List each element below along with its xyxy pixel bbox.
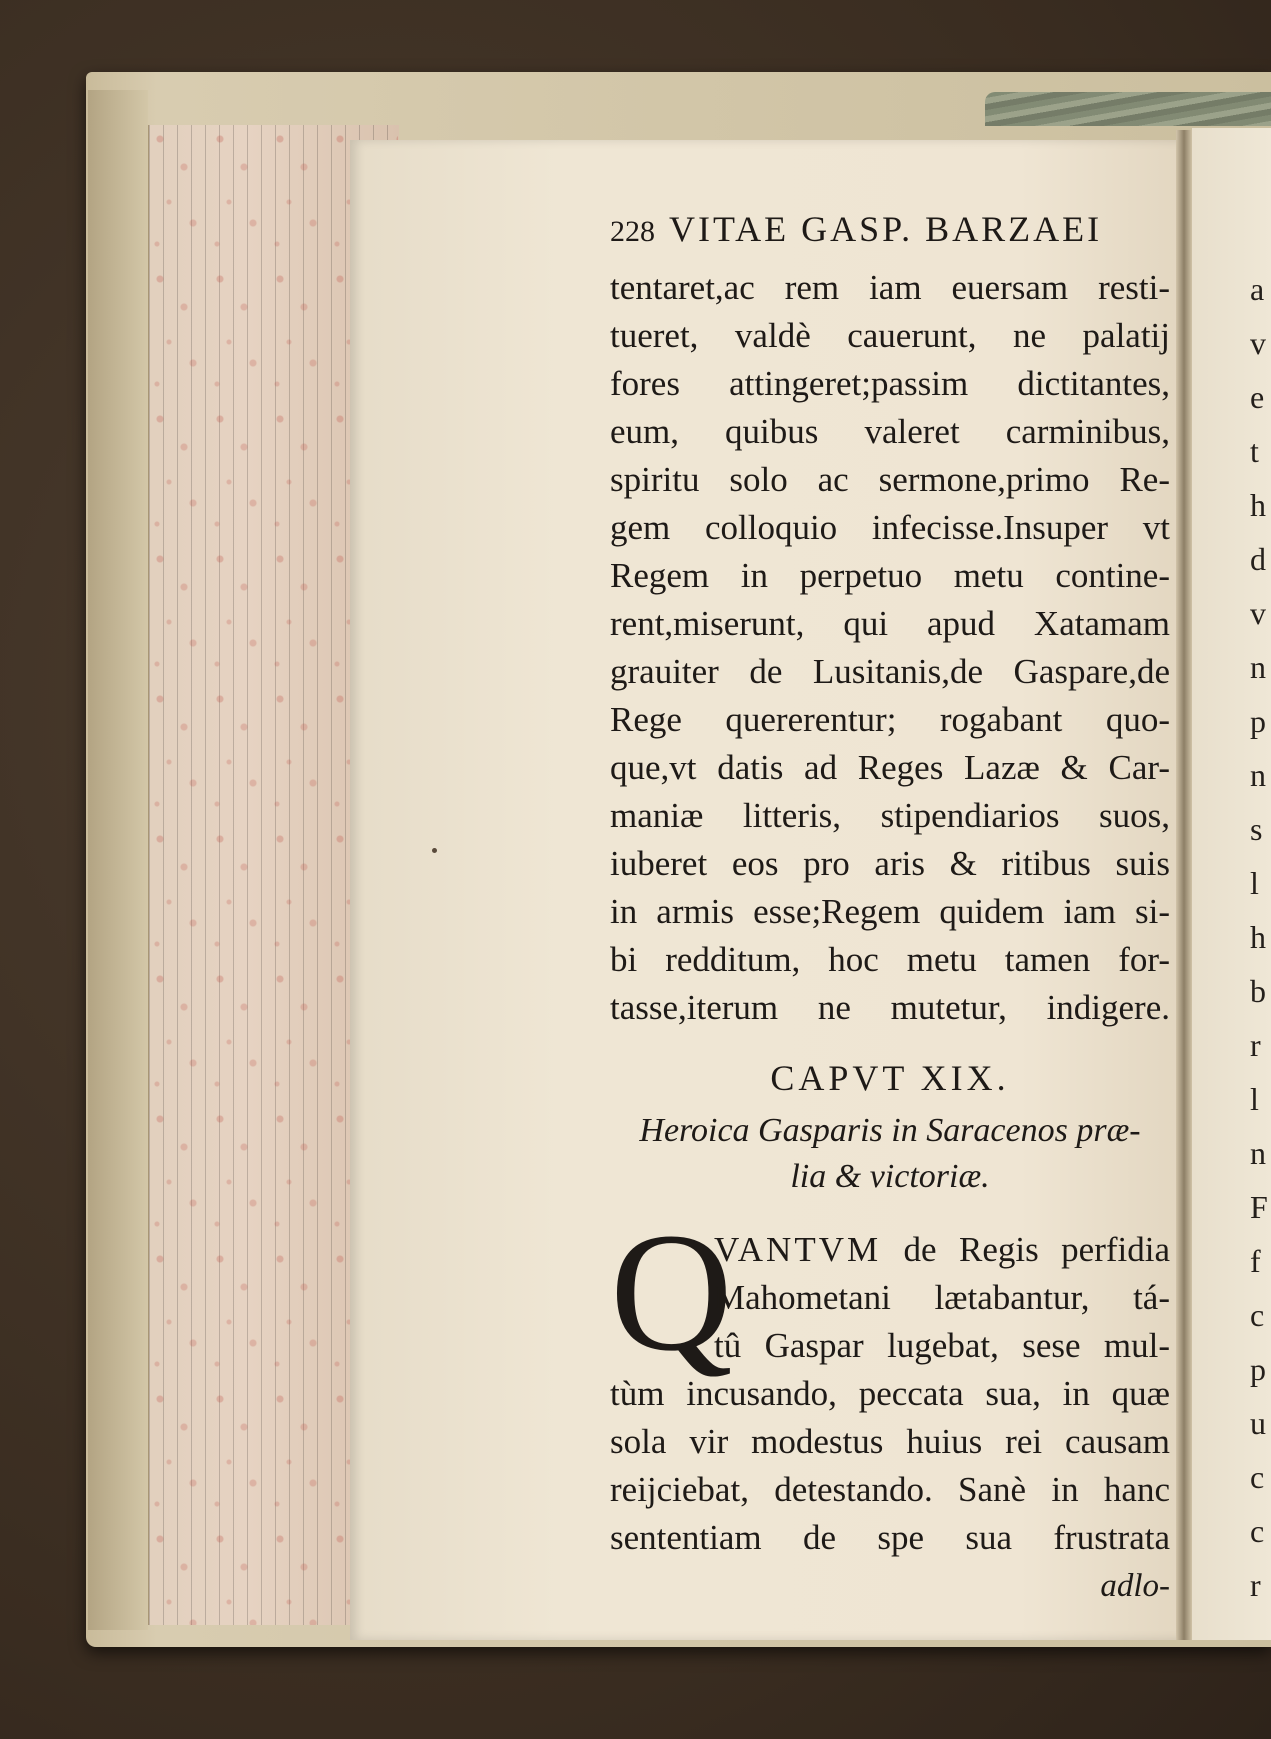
running-head (610, 208, 1170, 264)
edge-letter: F (1250, 1189, 1268, 1225)
edge-letter: v (1250, 325, 1266, 361)
text-line: tû Gaspar lugebat, sese mul- (714, 1326, 1170, 1365)
edge-letter: v (1250, 595, 1266, 631)
text-line: iuberet eos pro aris & ritibus suis (610, 844, 1170, 883)
text-line: Regem in perpetuo metu contine- (610, 556, 1170, 595)
catchword: adlo- (1100, 1568, 1170, 1604)
edge-letter: b (1250, 973, 1266, 1009)
gutter (1176, 130, 1192, 1640)
text-line: maniæ litteris, stipendiarios suos, (610, 796, 1170, 835)
margin-mark (432, 848, 437, 853)
edge-letter: h (1250, 487, 1266, 523)
edge-letter: p (1250, 703, 1266, 739)
cover-turn-in (88, 90, 148, 1630)
edge-letter: l (1250, 1081, 1259, 1117)
text-line: gem colloquio infecisse.Insuper vt (610, 508, 1170, 547)
text-line: sola vir modestus huius rei causam (610, 1422, 1170, 1461)
text-line (714, 1226, 1170, 1274)
edge-letter: t (1250, 433, 1259, 469)
chapter-subtitle-line: lia & victoriæ. (790, 1158, 990, 1195)
chapter-subtitle-line: Heroica Gasparis in Saracenos præ- (639, 1112, 1141, 1149)
text-line: sententiam de spe sua frustrata (610, 1518, 1170, 1557)
text-line: tùm incusando, peccata sua, in quæ (610, 1374, 1170, 1413)
opening-word: VANTVM (714, 1230, 882, 1269)
edge-letter: e (1250, 379, 1265, 415)
text-line: Rege quererentur; rogabant quo- (610, 700, 1170, 739)
edge-letter: u (1250, 1405, 1266, 1441)
text-line: fores attingeret;passim dictitantes, (610, 364, 1170, 403)
edge-letter: d (1250, 541, 1266, 577)
drop-cap: Q (610, 1198, 733, 1386)
edge-letter: a (1250, 271, 1265, 307)
edge-letter: c (1250, 1513, 1265, 1549)
text-line: Mahometani lætabantur, tá- (714, 1278, 1170, 1317)
text-line: tentaret,ac rem iam euersam resti- (610, 268, 1170, 307)
edge-letter: r (1250, 1027, 1261, 1063)
text-line: in armis esse;Regem quidem iam si- (610, 892, 1170, 931)
text-line: bi redditum, hoc metu tamen for- (610, 940, 1170, 979)
text-line: reijciebat, detestando. Sanè in hanc (610, 1470, 1170, 1509)
edge-letter: s (1250, 811, 1263, 847)
running-title: VITAE GASP. BARZAEI (669, 209, 1103, 249)
chapter-paragraph (610, 1198, 1170, 1562)
page-number: 228 (610, 215, 655, 248)
text-line: eum, quibus valeret carminibus, (610, 412, 1170, 451)
chapter-heading: CAPVT XIX. (770, 1058, 1010, 1098)
edge-letter: f (1250, 1243, 1261, 1279)
edge-letter: r (1250, 1567, 1261, 1603)
edge-letter: l (1250, 865, 1259, 901)
text-line: rent,miserunt, qui apud Xatamam (610, 604, 1170, 643)
text-line: grauiter de Lusitanis,de Gaspare,de (610, 652, 1170, 691)
edge-letter: n (1250, 1135, 1266, 1171)
binding-thread (985, 92, 1271, 126)
edge-letter: n (1250, 757, 1266, 793)
text-line: tasse,iterum ne mutetur, indigere. (610, 988, 1170, 1027)
edge-letter: c (1250, 1459, 1265, 1495)
edge-letter: n (1250, 649, 1266, 685)
text-line: tueret, valdè cauerunt, ne palatij (610, 316, 1170, 355)
body-text (610, 264, 1170, 1032)
text-line: que,vt datis ad Reges Lazæ & Car- (610, 748, 1170, 787)
line-remainder: de Regis perfidia (881, 1230, 1170, 1269)
page-text-block (610, 208, 1170, 1608)
edge-letter: h (1250, 919, 1266, 955)
edge-letter: c (1250, 1297, 1265, 1333)
text-line: spiritu solo ac sermone,primo Re- (610, 460, 1170, 499)
facing-page-letters (1250, 262, 1271, 1612)
edge-letter: p (1250, 1351, 1266, 1387)
